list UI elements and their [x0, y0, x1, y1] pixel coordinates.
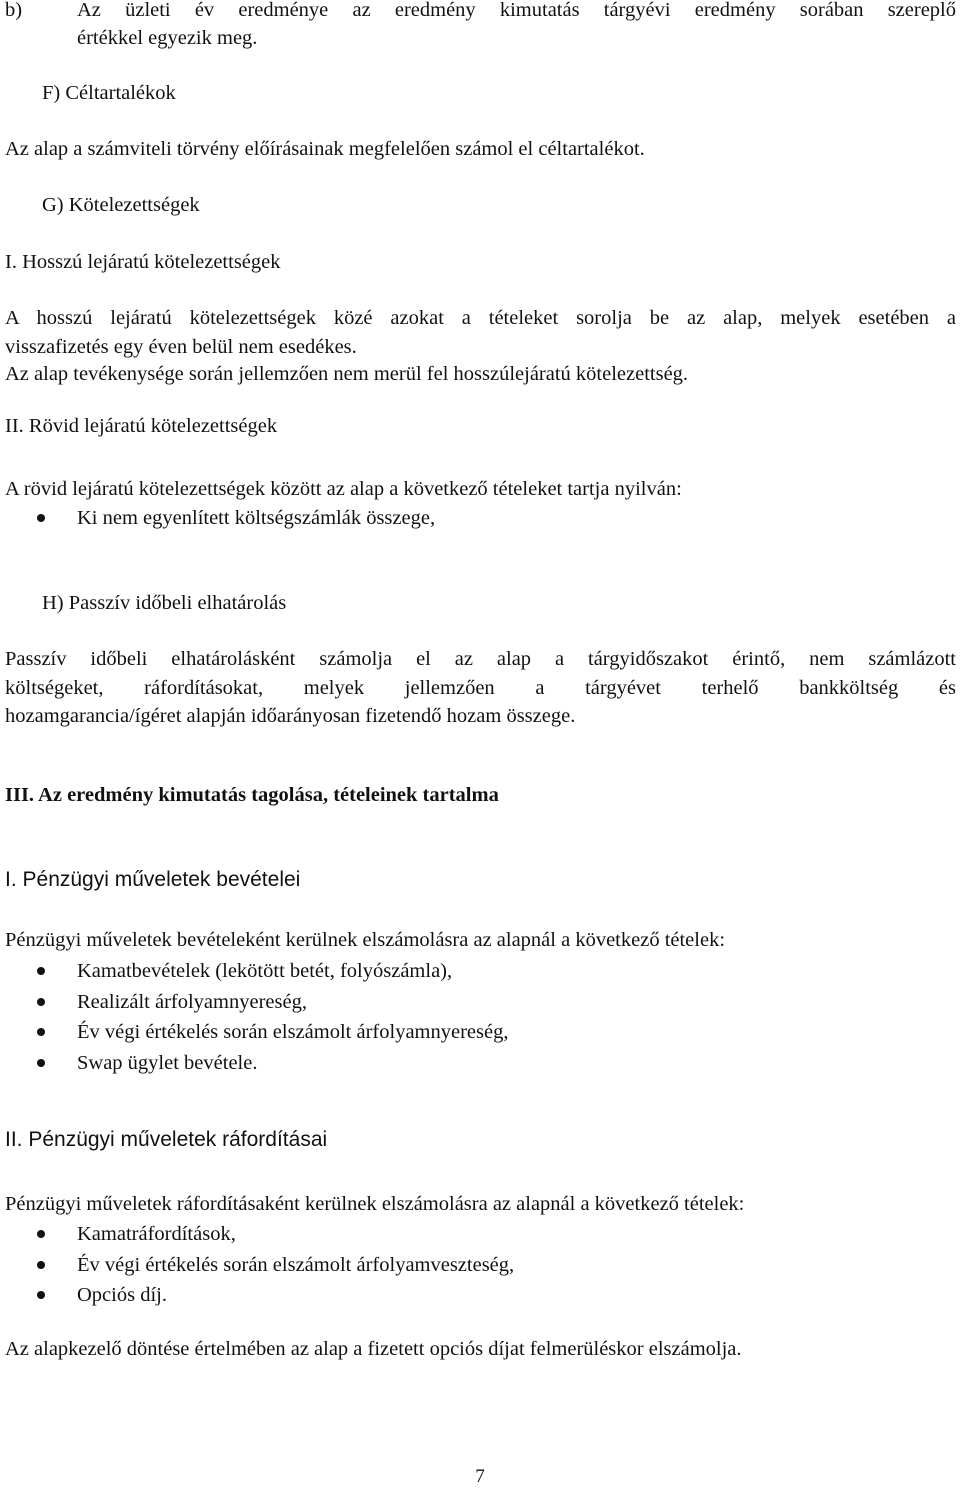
list-item: Év végi értékelés során elszámolt árfolyamveszteség,	[77, 1250, 514, 1281]
list-item: Év végi értékelés során elszámolt árfolyamnyereség,	[77, 1017, 508, 1048]
bullet-icon	[37, 1291, 45, 1299]
section-h-line3: hozamgarancia/ígéret alapján időarányosan fizetendő hozam összege.	[5, 705, 576, 727]
section-h-line2: költségeket, ráfordításokat, melyek jellemzően a tárgyévet terhelő bankköltség és	[5, 677, 956, 699]
section-h-line1: Passzív időbeli elhatárolásként számolja el az alap a tárgyidőszakot érintő, nem számlázott	[5, 648, 956, 670]
bullet-icon	[37, 967, 45, 975]
short-term-liabilities-intro: A rövid lejáratú kötelezettségek között az alap a következő tételeket tartja nyilván:	[5, 478, 682, 500]
list-item: Opciós díj.	[77, 1280, 514, 1311]
long-term-liabilities-line3: Az alap tevékenysége során jellemzően nem merül fel hosszúlejáratú kötelezettség.	[5, 363, 689, 385]
bullet-icon	[37, 1028, 45, 1036]
short-term-liabilities-list	[77, 503, 435, 534]
income-list	[77, 956, 508, 1078]
income-intro: Pénzügyi műveletek bevételeként kerülnek elszámolásra az alapnál a következő tételek:	[5, 929, 726, 951]
bullet-icon	[37, 514, 45, 522]
long-term-liabilities-line1: A hosszú lejáratú kötelezettségek közé azokat a tételeket sorolja be az alap, melyek esetében a	[5, 307, 956, 329]
list-item: Swap ügylet bevétele.	[77, 1048, 508, 1079]
list-item: Realizált árfolyamnyereség,	[77, 987, 508, 1018]
expense-heading: II. Pénzügyi műveletek ráfordításai	[5, 1128, 328, 1151]
bullet-icon	[37, 1230, 45, 1238]
section-iii-heading: III. Az eredmény kimutatás tagolása, tételeinek tartalma	[5, 784, 499, 806]
bullet-icon	[37, 998, 45, 1006]
expense-intro: Pénzügyi műveletek ráfordításaként kerülnek elszámolásra az alapnál a következő tételek:	[5, 1193, 745, 1215]
section-f-heading: F) Céltartalékok	[42, 82, 176, 104]
list-item: Ki nem egyenlített költségszámlák összege,	[77, 503, 435, 534]
section-g-heading: G) Kötelezettségek	[42, 194, 200, 216]
section-h-heading: H) Passzív időbeli elhatárolás	[42, 592, 287, 614]
para-b-line1: Az üzleti év eredménye az eredmény kimutatás tárgyévi eredmény sorában szereplő	[77, 0, 956, 21]
para-b-line2: értékkel egyezik meg.	[77, 27, 258, 49]
list-item: Kamatbevételek (lekötött betét, folyószámla),	[77, 956, 508, 987]
long-term-liabilities-line2: visszafizetés egy éven belül nem esedékes.	[5, 336, 357, 358]
bullet-icon	[37, 1059, 45, 1067]
expense-closing: Az alapkezelő döntése értelmében az alap a fizetett opciós díjat felmerüléskor elszámolja.	[5, 1338, 742, 1360]
page-number: 7	[475, 1466, 485, 1487]
long-term-liabilities-heading: I. Hosszú lejáratú kötelezettségek	[5, 251, 281, 273]
section-f-text: Az alap a számviteli törvény előírásainak megfelelően számol el céltartalékot.	[5, 138, 645, 160]
expense-list	[77, 1219, 514, 1311]
list-item: Kamatráfordítások,	[77, 1219, 514, 1250]
short-term-liabilities-heading: II. Rövid lejáratú kötelezettségek	[5, 415, 278, 437]
para-b-label: b)	[5, 0, 23, 21]
income-heading: I. Pénzügyi műveletek bevételei	[5, 868, 301, 891]
bullet-icon	[37, 1261, 45, 1269]
